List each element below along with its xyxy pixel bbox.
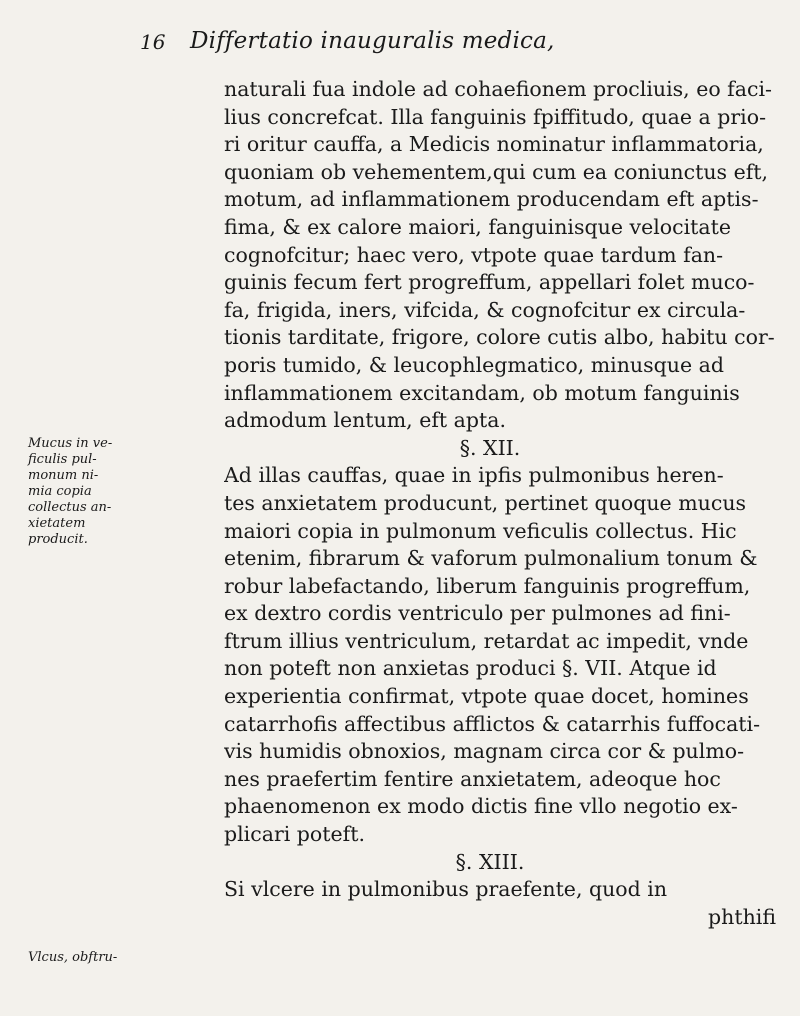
body-line: ex dextro cordis ventriculo per pulmones ad fini- bbox=[224, 601, 731, 626]
body-line: quoniam ob vehementem,qui cum ea coniunctus eft, bbox=[224, 159, 769, 184]
body-line: lius concrefcat. Illa fanguinis fpiffitudo, quae a prio- bbox=[224, 104, 766, 129]
body-line: ftrum illius ventriculum, retardat ac impedit, vnde bbox=[224, 628, 749, 653]
margin-note-line: mia copia bbox=[28, 484, 92, 499]
margin-note-line: ficulis pul- bbox=[28, 452, 97, 467]
running-title: Differtatio inauguralis medica, bbox=[190, 28, 555, 54]
body-line: tes anxietatem producunt, pertinet quoque mucus bbox=[224, 490, 747, 515]
main-text bbox=[224, 76, 776, 931]
body-line: maiori copia in pulmonum veficulis collectus. Hic bbox=[224, 518, 737, 543]
section-heading: §. XII. bbox=[459, 435, 521, 460]
body-line: plicari poteft. bbox=[224, 822, 365, 847]
body-line: ri oritur cauffa, a Medicis nominatur inflammatoria, bbox=[224, 132, 764, 157]
margin-note-line: collectus an- bbox=[28, 500, 112, 515]
catchword: phthifi bbox=[708, 904, 776, 929]
body-line: fima, & ex calore maiori, fanguinisque velocitate bbox=[224, 214, 731, 239]
margin-note-line: monum ni- bbox=[28, 468, 99, 483]
body-line: etenim, fibrarum & vaforum pulmonalium tonum & bbox=[224, 546, 758, 571]
body-line: vis humidis obnoxios, magnam circa cor & pulmo- bbox=[224, 739, 745, 764]
body-line: robur labefactando, liberum fanguinis progreffum, bbox=[224, 573, 751, 598]
margin-note-mucus bbox=[28, 436, 124, 548]
body-line: fa, frigida, iners, vifcida, & cognofcitur ex circula- bbox=[224, 297, 746, 322]
body-line: tionis tarditate, frigore, colore cutis albo, habitu cor- bbox=[224, 325, 775, 350]
body-line: motum, ad inflammationem producendam eft aptis- bbox=[224, 187, 759, 212]
margin-note-ulcer bbox=[28, 950, 124, 966]
page-number: 16 bbox=[140, 30, 166, 54]
page-header bbox=[140, 22, 700, 62]
body-line: experientia confirmat, vtpote quae docet, homines bbox=[224, 684, 749, 709]
margin-note-line: xietatem bbox=[28, 516, 86, 531]
body-line: Si vlcere in pulmonibus praefente, quod in bbox=[224, 877, 668, 902]
margin-note-line: Mucus in ve- bbox=[28, 436, 113, 451]
margin-note-line: producit. bbox=[28, 532, 88, 547]
body-line: guinis fecum fert progreffum, appellari folet muco- bbox=[224, 270, 755, 295]
margin-note-line: Vlcus, obftru- bbox=[28, 950, 118, 965]
body-line: naturali fua indole ad cohaefionem procliuis, eo faci- bbox=[224, 77, 772, 101]
body-line: catarrhofis affectibus afflictos & catarrhis fuffocati- bbox=[224, 711, 761, 736]
body-line: admodum lentum, eft apta. bbox=[224, 408, 507, 433]
section-heading: §. XIII. bbox=[455, 849, 525, 874]
body-line: nes praefertim fentire anxietatem, adeoque hoc bbox=[224, 766, 721, 791]
body-line: phaenomenon ex modo dictis fine vllo negotio ex- bbox=[224, 794, 738, 819]
body-line: poris tumido, & leucophlegmatico, minusque ad bbox=[224, 352, 724, 377]
body-line: inflammationem excitandam, ob motum fanguinis bbox=[224, 380, 740, 405]
body-line: non poteft non anxietas produci §. VII. Atque id bbox=[224, 656, 717, 681]
body-line: Ad illas cauffas, quae in ipfis pulmonibus heren- bbox=[224, 463, 724, 488]
body-line: cognofcitur; haec vero, vtpote quae tardum fan- bbox=[224, 242, 724, 267]
